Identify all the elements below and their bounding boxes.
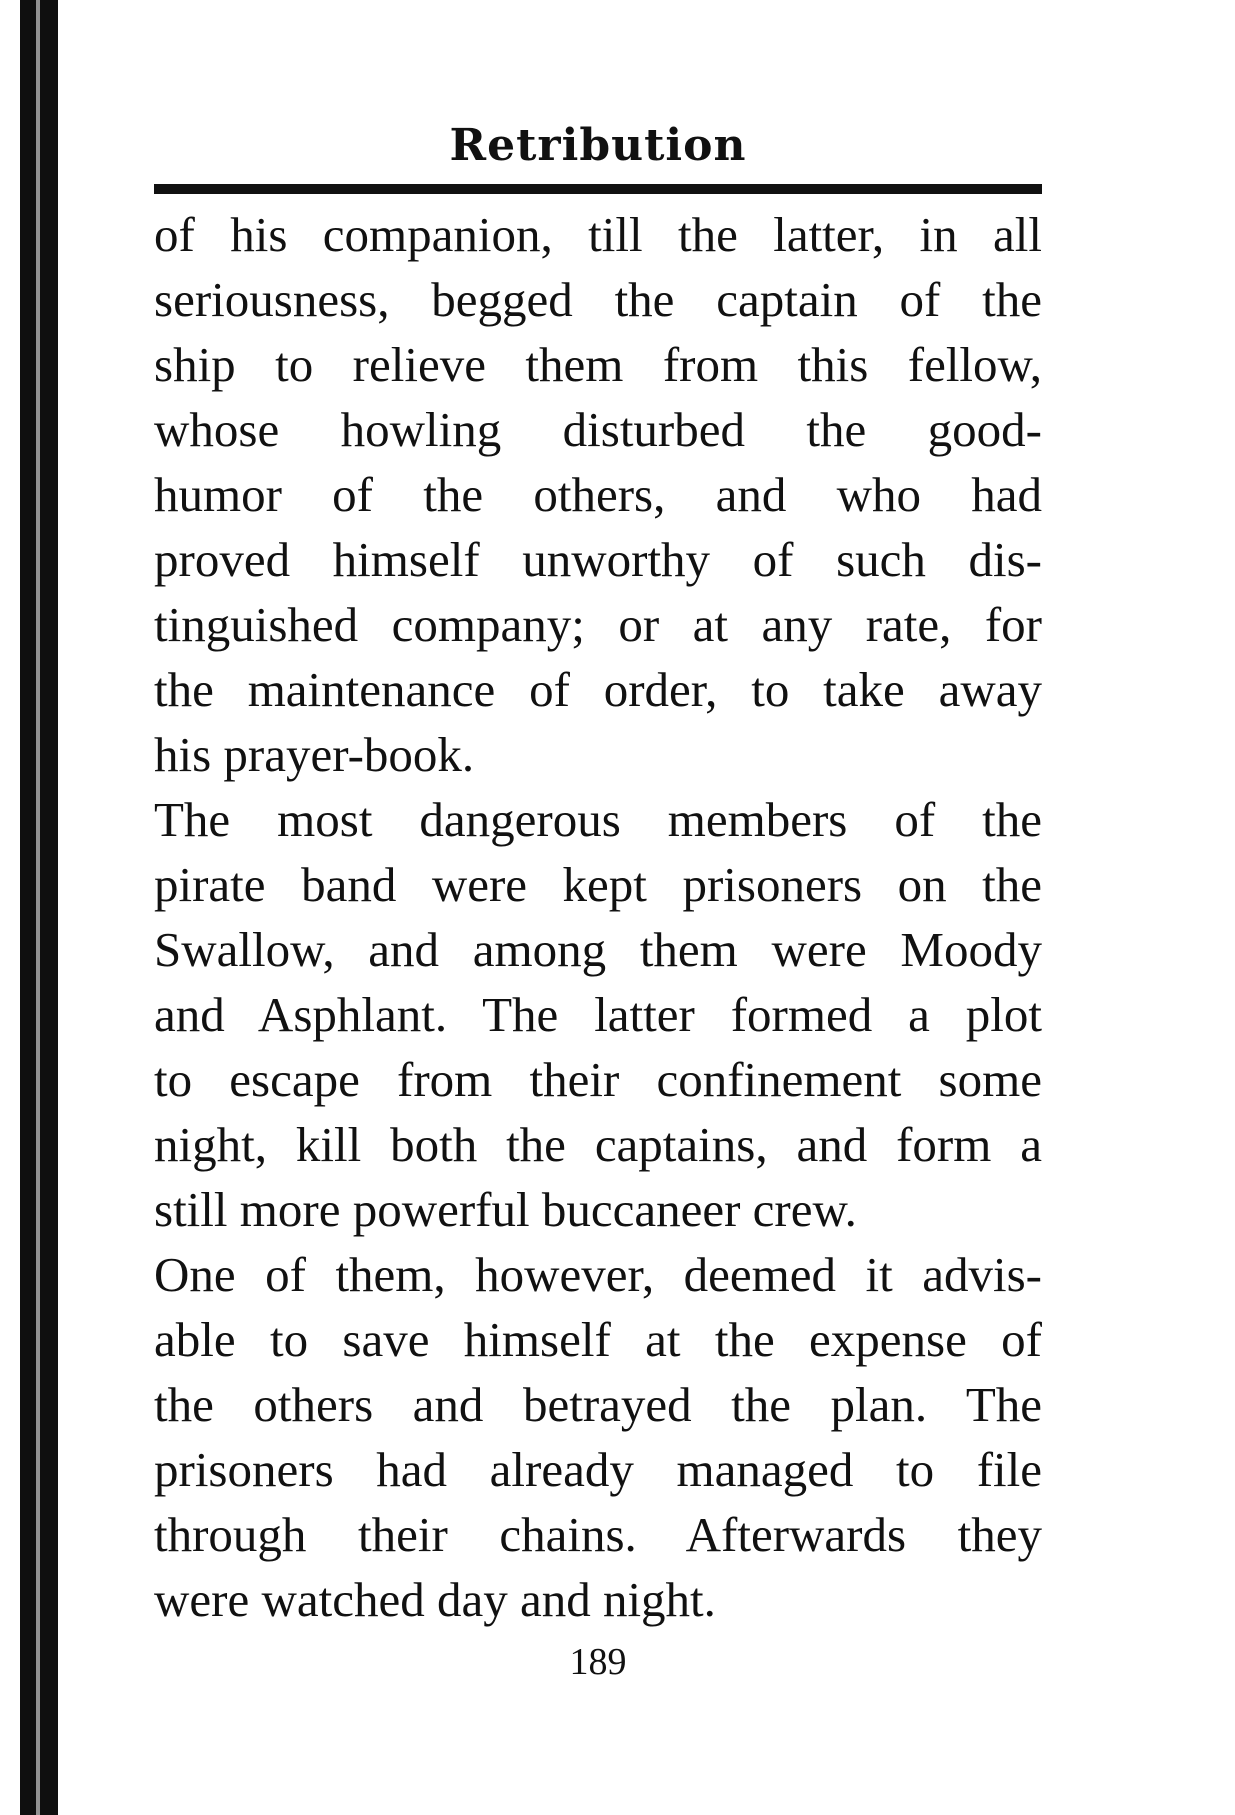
- text-line: his prayer-book.: [154, 727, 475, 782]
- text-line: ship to relieve them from this fellow,: [154, 337, 1042, 392]
- text-line: through their chains. Afterwards they: [154, 1507, 1042, 1562]
- text-line: prisoners had already managed to file: [154, 1442, 1042, 1497]
- page-number: 189: [569, 1641, 627, 1683]
- header-rule: [154, 184, 1042, 194]
- text-line: seriousness, begged the captain of the: [154, 272, 1042, 327]
- body-text: [154, 202, 1042, 1632]
- text-line: proved himself unworthy of such dis-: [154, 532, 1042, 587]
- text-line: The most dangerous members of the: [154, 792, 1042, 847]
- text-line: and Asphlant. The latter formed a plot: [154, 987, 1042, 1042]
- text-line: One of them, however, deemed it advis-: [154, 1247, 1042, 1302]
- text-line: the maintenance of order, to take away: [154, 662, 1042, 717]
- binding-highlight: [36, 0, 40, 1815]
- text-line: tinguished company; or at any rate, for: [154, 597, 1042, 652]
- text-line: humor of the others, and who had: [154, 467, 1042, 522]
- text-line: Swallow, and among them were Moody: [154, 922, 1042, 977]
- book-page: [154, 120, 1042, 1684]
- text-line: able to save himself at the expense of: [154, 1312, 1042, 1367]
- text-line: the others and betrayed the plan. The: [154, 1377, 1042, 1432]
- text-line: still more powerful buccaneer crew.: [154, 1182, 857, 1237]
- text-line: whose howling disturbed the good-: [154, 402, 1042, 457]
- text-line: to escape from their confinement some: [154, 1052, 1042, 1107]
- running-head: Retribution: [449, 120, 747, 171]
- text-line: were watched day and night.: [154, 1572, 716, 1627]
- text-line: pirate band were kept prisoners on the: [154, 857, 1042, 912]
- text-line: of his companion, till the latter, in all: [154, 207, 1042, 262]
- text-line: night, kill both the captains, and form a: [154, 1117, 1042, 1172]
